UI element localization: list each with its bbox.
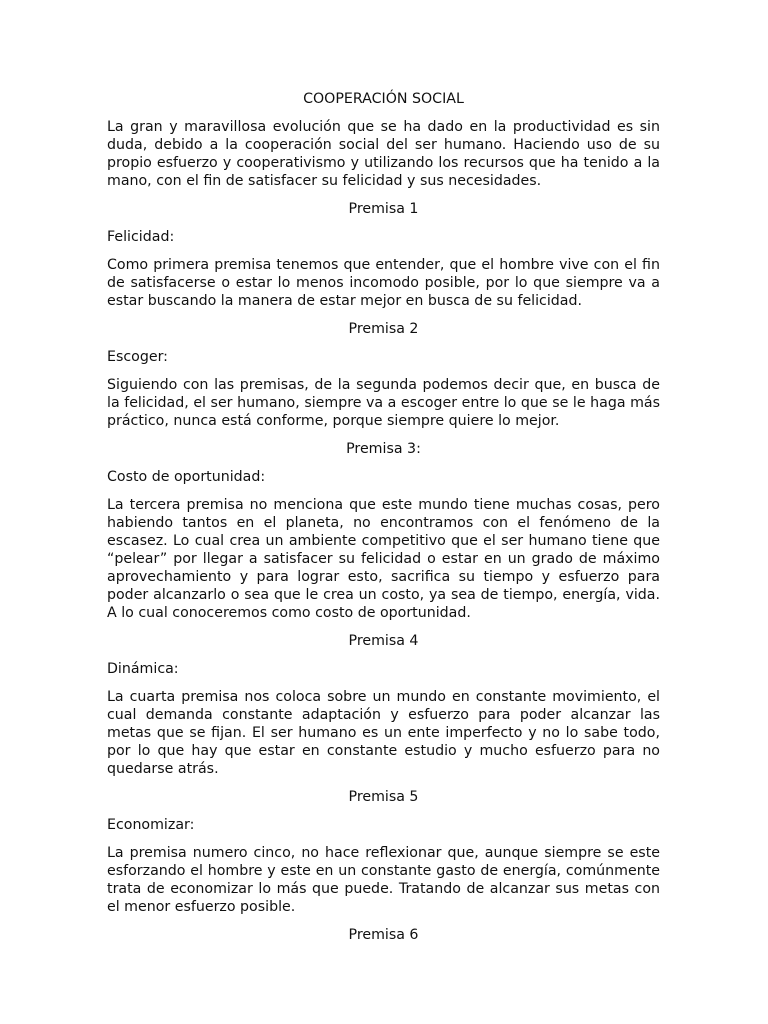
premise-3-label: Costo de oportunidad: (107, 469, 266, 485)
premise-5-label: Economizar: (107, 817, 195, 833)
premise-6-heading: Premisa 6 (348, 927, 419, 943)
premise-5-text: La premisa numero cinco, no hace reflexionar que, aunque siempre se este esforzando el hombre y este en un constante gasto de energía, comúnmente trata de economizar lo más que puede. Tratando de alcanzar sus metas con el menor esfuerzo posible. (107, 845, 660, 915)
premise-1-label: Felicidad: (107, 229, 175, 245)
premise-4-text: La cuarta premisa nos coloca sobre un mundo en constante movimiento, el cual demanda constante adaptación y esfuerzo para poder alcanzar las metas que se fijan. El ser humano es un ente imperfecto y no lo sabe todo, por lo que hay que estar en constante estudio y mucho esfuerzo para no quedarse atrás. (107, 689, 660, 777)
premise-5-heading: Premisa 5 (348, 789, 419, 805)
document-page (107, 90, 660, 954)
premise-2-text: Siguiendo con las premisas, de la segunda podemos decir que, en busca de la felicidad, el ser humano, siempre va a escoger entre lo que se le haga más práctico, nunca está conforme, porque siempre quiere lo mejor. (107, 377, 660, 429)
document-title: COOPERACIÓN SOCIAL (303, 91, 464, 107)
premise-4-heading: Premisa 4 (348, 633, 419, 649)
premise-3-text: La tercera premisa no menciona que este mundo tiene muchas cosas, pero habiendo tantos en el planeta, no encontramos con el fenómeno de la escasez. Lo cual crea un ambiente competitivo que el ser humano tiene que “pelear” por llegar a satisfacer su felicidad o estar en un grado de máximo aprovechamiento y para lograr esto, sacrifica su tiempo y esfuerzo para poder alcanzarlo o sea que le crea un costo, ya sea de tiempo, energía, vida. A lo cual conoceremos como costo de oportunidad. (107, 497, 660, 621)
intro-paragraph: La gran y maravillosa evolución que se ha dado en la productividad es sin duda, debido a la cooperación social del ser humano. Haciendo uso de su propio esfuerzo y cooperativismo y utilizando los recursos que ha tenido a la mano, con el fin de satisfacer su felicidad y sus necesidades. (107, 119, 660, 189)
premise-1-text: Como primera premisa tenemos que entender, que el hombre vive con el fin de satisfacerse o estar lo menos incomodo posible, por lo que siempre va a estar buscando la manera de estar mejor en busca de su felicidad. (107, 257, 660, 309)
premise-3-heading: Premisa 3: (346, 441, 421, 457)
premise-4-label: Dinámica: (107, 661, 179, 677)
premise-1-heading: Premisa 1 (348, 201, 419, 217)
premise-2-heading: Premisa 2 (348, 321, 419, 337)
premise-2-label: Escoger: (107, 349, 168, 365)
